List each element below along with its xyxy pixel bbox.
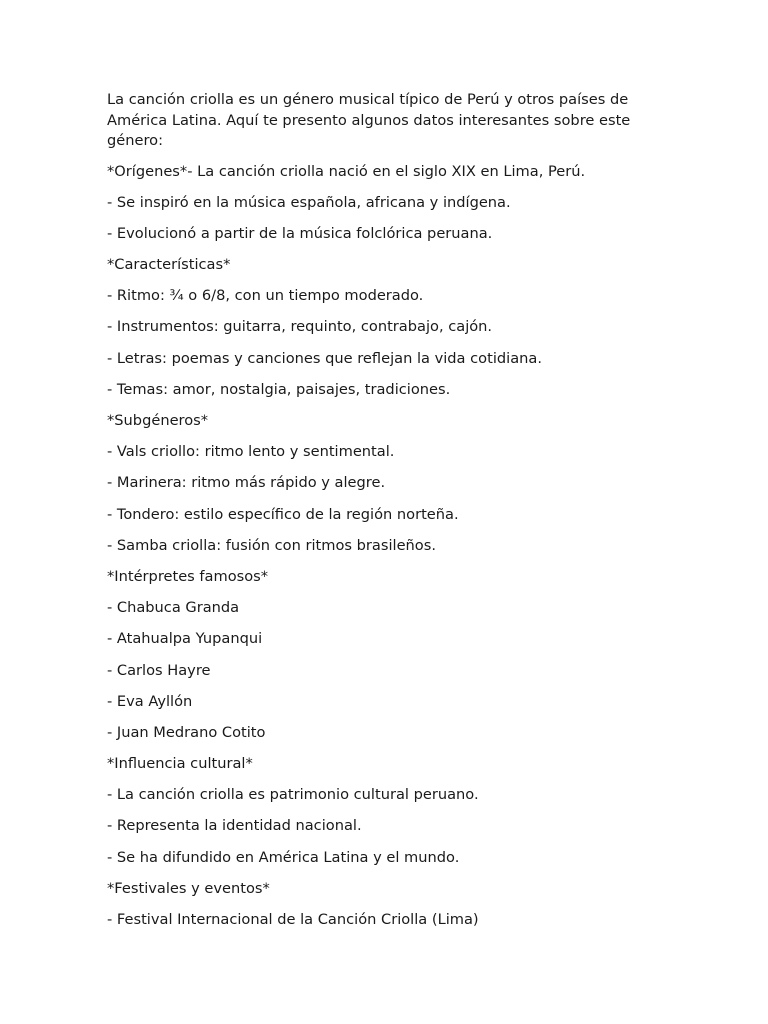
text-line: - Se inspiró en la música española, africana y indígena. xyxy=(107,193,511,211)
text-line: - Chabuca Granda xyxy=(107,599,240,617)
text-line: - Letras: poemas y canciones que reflejan la vida cotidiana. xyxy=(107,349,542,367)
text-line: - Atahualpa Yupanqui xyxy=(107,630,263,648)
document-page xyxy=(107,90,667,941)
section-heading: *Festivales y eventos* xyxy=(107,879,270,897)
intro-paragraph: La canción criolla es un género musical típico de Perú y otros países de América Latina. Aquí te presento algunos datos interesantes sobre este género: xyxy=(107,91,631,149)
text-line: *Orígenes*- La canción criolla nació en el siglo XIX en Lima, Perú. xyxy=(107,162,586,180)
text-line: - Temas: amor, nostalgia, paisajes, tradiciones. xyxy=(107,380,451,398)
text-line: - Se ha difundido en América Latina y el mundo. xyxy=(107,848,460,866)
text-line: - Eva Ayllón xyxy=(107,692,193,710)
section-heading: *Subgéneros* xyxy=(107,412,209,429)
text-line: - Vals criollo: ritmo lento y sentimental. xyxy=(107,443,395,461)
section-heading: *Influencia cultural* xyxy=(107,755,253,773)
text-line: - Instrumentos: guitarra, requinto, contrabajo, cajón. xyxy=(107,318,493,336)
section-heading: *Intérpretes famosos* xyxy=(107,567,269,585)
text-line: - Tondero: estilo específico de la región norteña. xyxy=(107,505,459,523)
text-line: - La canción criolla es patrimonio cultural peruano. xyxy=(107,786,479,804)
text-line: - Festival Internacional de la Canción Criolla (Lima) xyxy=(107,911,479,928)
section-heading: *Características* xyxy=(107,256,231,274)
text-line: - Ritmo: ¾ o 6/8, con un tiempo moderado. xyxy=(107,287,424,305)
text-line: - Juan Medrano Cotito xyxy=(107,723,266,741)
text-line: - Marinera: ritmo más rápido y alegre. xyxy=(107,474,386,492)
text-line: - Carlos Hayre xyxy=(107,661,211,679)
text-line: - Evolucionó a partir de la música folclórica peruana. xyxy=(107,224,493,242)
text-line: - Representa la identidad nacional. xyxy=(107,817,362,835)
text-line: - Samba criolla: fusión con ritmos brasileños. xyxy=(107,536,436,554)
